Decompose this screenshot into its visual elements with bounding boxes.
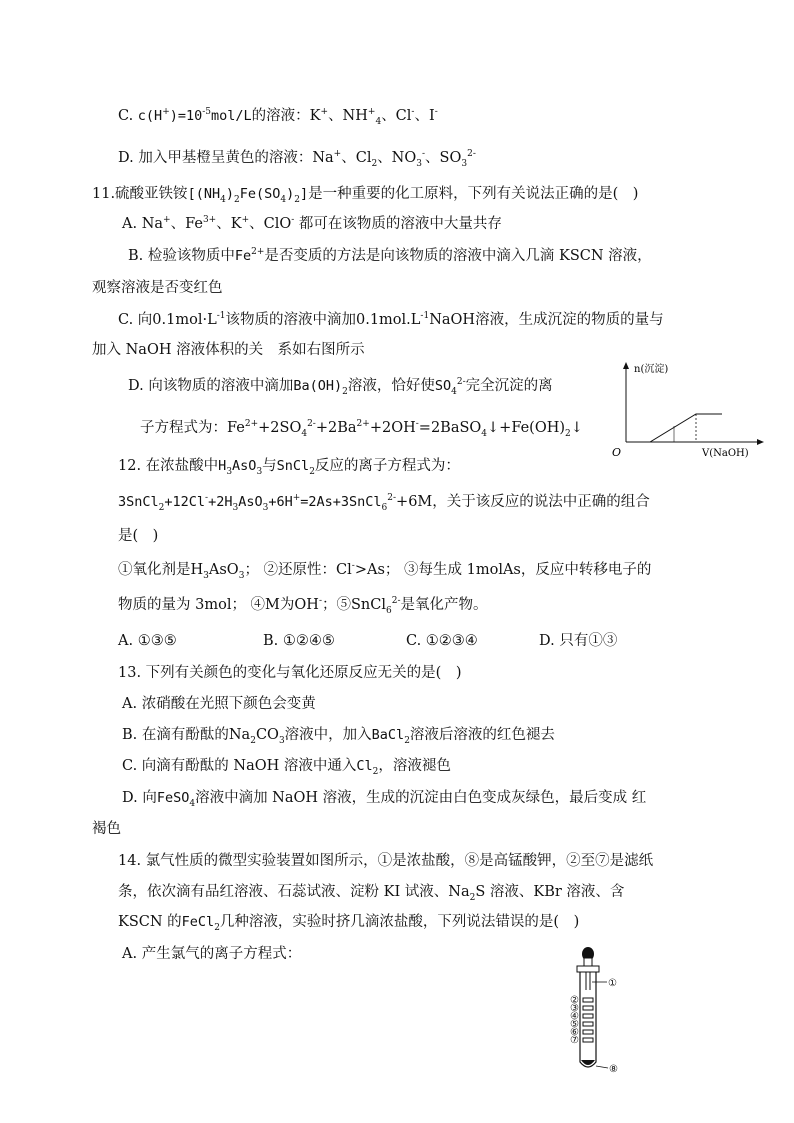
strip-2 (583, 998, 593, 1002)
q12-statements-2: 物质的量为 3mol； ④M为OH-；⑤SnCl$_6^{2-}$是氧化产物。 (118, 596, 488, 616)
q12-option-c: C. ①②③④ (406, 633, 478, 649)
x-axis-arrow (757, 439, 764, 445)
q12-option-b: B. ①②④⑤ (263, 633, 335, 649)
label-1: ① (608, 978, 617, 989)
strip-3 (583, 1006, 593, 1010)
strip-7 (583, 1038, 593, 1042)
q12-stem-end: 是( ) (118, 528, 159, 544)
kmno4-solid (581, 1060, 595, 1065)
y-axis-arrow (623, 362, 629, 369)
q13-option-d: D. 向FeSO$_4$溶液中滴加 NaOH 溶液，生成的沉淀由白色变成灰绿色，最后变成 红 (122, 790, 647, 809)
x-axis-label: V(NaOH) (702, 448, 749, 459)
q11-option-a: A. Na+、$Fe^{3+}$、K+、ClO- 都可在该物质的溶液中大量共存 (122, 215, 502, 232)
q11-option-d-cont: 子方程式为：$Fe^{2+}+2SO_4^{2-}+2Ba^{2+}+2OH^-=2BaSO_4↓+Fe(OH)_2↓$ (140, 419, 583, 439)
q12-statements-1: ①氧化剂是$H_3AsO_3$； ②还原性：Cl->As； ③每生成 1molAs，反应中转移电子的 (118, 561, 652, 581)
label-2: ② (570, 995, 579, 1006)
label-8: ⑧ (609, 1064, 618, 1075)
q13-option-a: A. 浓硝酸在光照下颜色会变黄 (122, 696, 316, 712)
pointer-8 (596, 1066, 608, 1068)
q11-option-b-cont: 观察溶液是否变红色 (92, 280, 223, 296)
q13-stem: 13. 下列有关颜色的变化与氧化还原反应无关的是( ) (118, 665, 462, 681)
filter-strips (583, 998, 593, 1042)
q12-option-d: D. 只有①③ (539, 633, 618, 649)
q10-option-d: D. 加入甲基橙呈黄色的溶液：Na+、$Cl_2$、$NO_3^-$、$SO_3^{2-}$ (118, 149, 476, 169)
q11-option-c: C. 向$0.1mol\cdot L^{-1}$该物质的溶液中滴加$0.1mol.L^{-1}NaOH$溶液，生成沉淀的物质的量与 (118, 311, 664, 328)
q13-option-b: B. 在滴有酚酞的$Na_2CO_3$溶液中，加入BaCl$_2$溶液后溶液的红色褪去 (122, 727, 555, 746)
q10-option-c: C. $c(H^+)=10^{-5}mol/L$的溶液：K+、$NH^+_4$、Cl-、I- (118, 107, 438, 127)
q14-stem-3: KSCN 的FeCl$_2$几种溶液，实验时挤几滴浓盐酸，下列说法错误的是( ) (118, 914, 580, 933)
micro-apparatus (556, 944, 636, 1080)
origin-label: O (612, 446, 622, 459)
q13-option-d-cont: 褐色 (92, 821, 121, 837)
stopper (577, 966, 599, 972)
test-tube (580, 972, 596, 1067)
precipitate-graph (610, 358, 780, 460)
strip-5 (583, 1022, 593, 1026)
q13-option-c: C. 向滴有酚酞的 NaOH 溶液中通入$Cl_2$，溶液褪色 (122, 758, 451, 777)
y-axis-label: n(沉淀) (634, 364, 669, 375)
label-3: ③ (570, 1003, 579, 1014)
q12-stem: 12. 在浓盐酸中$H_3AsO_3$与SnCl$_2$反应的离子方程式为： (118, 458, 460, 477)
label-7: ⑦ (570, 1035, 579, 1046)
q11-stem: 11.硫酸亚铁铵$[(NH_4)_2Fe(SO_4)_2]$是一种重要的化工原料，下列有关说法正确的是( ) (92, 186, 639, 205)
label-6: ⑥ (570, 1027, 579, 1038)
q12-option-a: A. ①③⑤ (118, 633, 177, 649)
q12-equation: $3SnCl_2+12Cl^-+2H_3AsO_3+6H^+=2As+3SnCl_6^{2-}+6M$，关于该反应的说法中正确的组合 (118, 493, 650, 513)
q11-option-d: D. 向该物质的溶液中滴加$Ba(OH)_2$溶液，恰好使$SO_4^{2-}$完全沉淀的离 (128, 377, 553, 397)
label-5: ⑤ (570, 1019, 579, 1030)
q14-stem-1: 14. 氯气性质的微型实验装置如图所示，①是浓盐酸，⑧是高锰酸钾，②至⑦是滤纸 (118, 853, 654, 869)
strip-4 (583, 1014, 593, 1018)
label-4: ④ (570, 1011, 579, 1022)
q11-option-b: B. 检验该物质中$Fe^{2+}$是否变质的方法是向该物质的溶液中滴入几滴 KSCN 溶液， (128, 247, 652, 264)
q14-option-a: A. 产生氯气的离子方程式： (122, 946, 302, 962)
q14-stem-2: 条，依次滴有品红溶液、石蕊试液、淀粉 KI 试液、$Na_2S$ 溶液、KBr 溶液、含 (118, 884, 625, 903)
strip-6 (583, 1030, 593, 1034)
q11-option-c-cont: 加入 NaOH 溶液体积的关 系如右图所示 (92, 342, 365, 358)
